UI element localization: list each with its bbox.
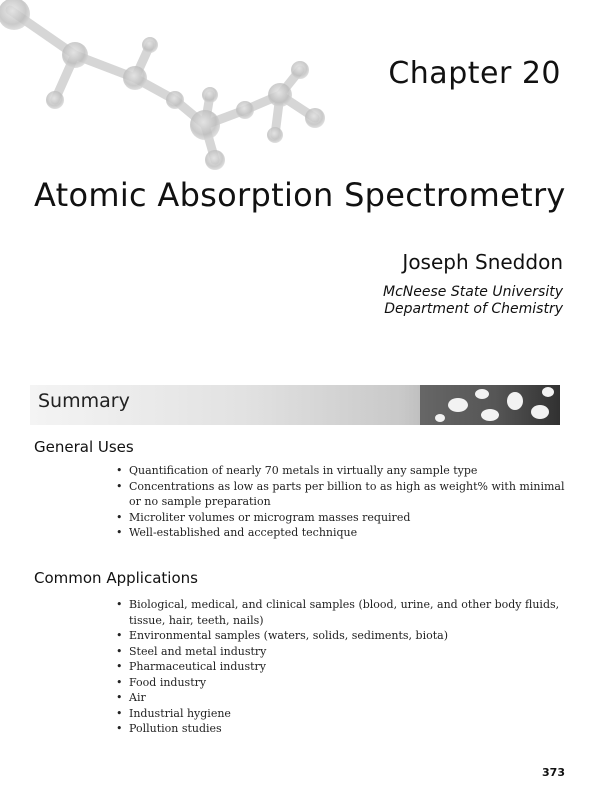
list-item: • Industrial hygiene bbox=[116, 706, 566, 722]
common-applications-heading: Common Applications bbox=[34, 569, 198, 587]
list-item: • Concentrations as low as parts per billion to as high as weight% with minimal or no sample preparation bbox=[116, 479, 566, 510]
common-applications-list bbox=[116, 597, 566, 737]
list-item: • Well-established and accepted technique bbox=[116, 525, 566, 541]
list-item: • Food industry bbox=[116, 675, 566, 691]
list-item: • Pharmaceutical industry bbox=[116, 659, 566, 675]
general-uses-heading: General Uses bbox=[34, 438, 134, 456]
chapter-title: Atomic Absorption Spectrometry bbox=[34, 176, 566, 214]
author-affiliation-department: Department of Chemistry bbox=[384, 301, 563, 317]
author-name: Joseph Sneddon bbox=[402, 250, 563, 274]
molecule-illustration bbox=[0, 0, 340, 175]
list-item: • Environmental samples (waters, solids, sediments, biota) bbox=[116, 628, 566, 644]
list-item: • Biological, medical, and clinical samples (blood, urine, and other body fluids, tissue, hair, teeth, nails) bbox=[116, 597, 566, 628]
general-uses-list bbox=[116, 463, 566, 541]
list-item: • Steel and metal industry bbox=[116, 644, 566, 660]
list-item: • Pollution studies bbox=[116, 721, 566, 737]
list-item: • Air bbox=[116, 690, 566, 706]
page-number: 373 bbox=[542, 766, 565, 779]
chapter-label: Chapter 20 bbox=[388, 56, 561, 91]
list-item: • Quantification of nearly 70 metals in virtually any sample type bbox=[116, 463, 566, 479]
author-affiliation-university: McNeese State University bbox=[383, 284, 563, 300]
summary-banner bbox=[30, 385, 560, 425]
molecule-pattern-decoration bbox=[420, 385, 560, 425]
list-item: • Microliter volumes or microgram masses required bbox=[116, 510, 566, 526]
summary-heading: Summary bbox=[38, 390, 130, 412]
